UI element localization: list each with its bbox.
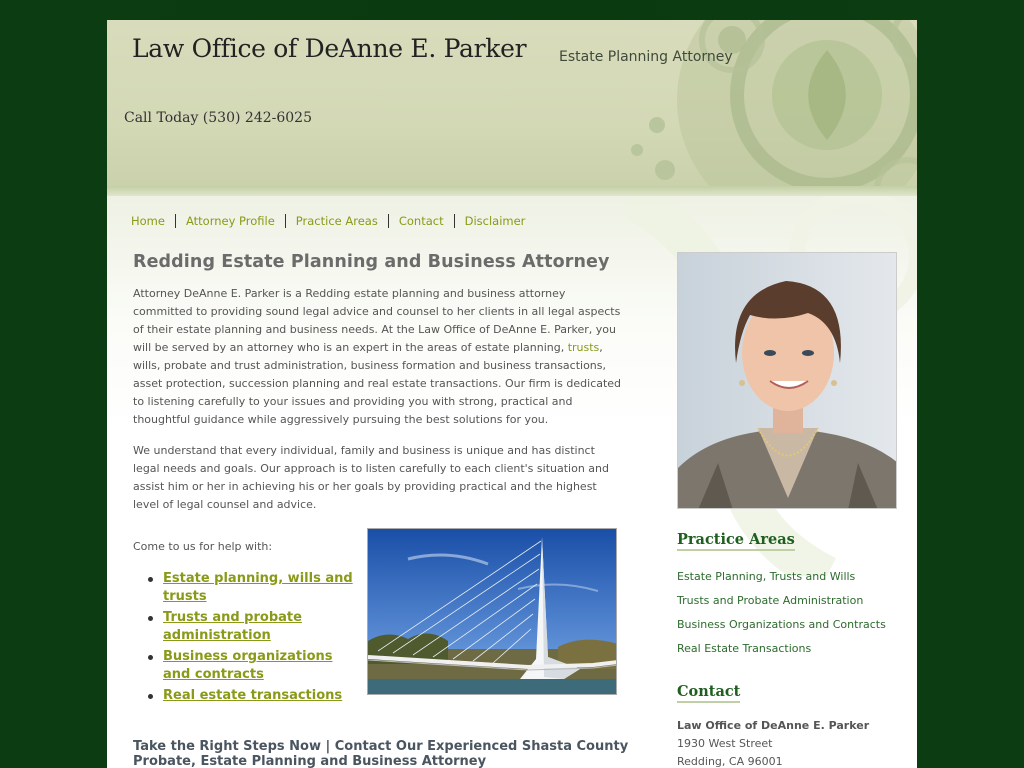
help-section (133, 536, 623, 722)
intro-text-a: Attorney DeAnne E. Parker is a Redding estate planning and business attorney committed to providing sound legal advice and counsel to her clients in all legal aspects of their estate planning and business needs. At the Law Office of DeAnne E. Parker, you will be served by an attorney who is an expert in the areas of estate planning, (133, 287, 621, 354)
approach-paragraph: We understand that every individual, family and business is unique and has distinct legal needs and goals. Our approach is to listen carefully to each client's situation and assist him or her in achieving his or her goals by providing practical and the highest level of legal counsel and advice. (133, 444, 609, 511)
list-item (677, 613, 902, 637)
ornament-graphic (577, 20, 917, 196)
help-link-trusts-probate[interactable]: Trusts and probate administration (163, 610, 302, 643)
page-heading: Redding Estate Planning and Business Attorney (133, 252, 610, 272)
contact-firm-name: Law Office of DeAnne E. Parker (677, 719, 870, 732)
sundial-bridge-photo (367, 528, 617, 695)
help-link-business[interactable]: Business organizations and contracts (163, 649, 333, 682)
nav-attorney-profile[interactable]: Attorney Profile (175, 214, 285, 228)
main-nav (125, 214, 535, 228)
list-item (145, 687, 355, 705)
sidebar (677, 252, 902, 768)
attorney-portrait (677, 252, 897, 509)
practice-link-estate-planning[interactable]: Estate Planning, Trusts and Wills (677, 570, 856, 583)
list-item (145, 609, 355, 645)
help-link-real-estate[interactable]: Real estate transactions (163, 688, 343, 703)
contact-heading: Contact (677, 683, 740, 703)
nav-practice-areas[interactable]: Practice Areas (285, 214, 388, 228)
practice-areas-list (677, 565, 902, 661)
contact-subheading: Take the Right Steps Now | Contact Our Experienced Shasta County Probate, Estate Planning and Business Attorney (133, 739, 629, 768)
main-content (133, 252, 623, 722)
contact-city: Redding, CA 96001 (677, 755, 783, 768)
practice-link-real-estate[interactable]: Real Estate Transactions (677, 642, 812, 655)
nav-home[interactable]: Home (131, 214, 165, 228)
practice-link-trusts-probate[interactable]: Trusts and Probate Administration (677, 594, 864, 607)
list-item (145, 570, 355, 606)
nav-contact[interactable]: Contact (388, 214, 454, 228)
intro-paragraph (133, 285, 623, 429)
site-title[interactable]: Law Office of DeAnne E. Parker (132, 34, 527, 63)
help-intro: Come to us for help with: (133, 540, 273, 553)
help-list (145, 570, 355, 708)
site-tagline: Estate Planning Attorney (559, 49, 733, 65)
site-header (107, 20, 917, 196)
list-item (677, 637, 902, 661)
contact-street: 1930 West Street (677, 737, 773, 750)
phone-number: Call Today (530) 242-6025 (124, 110, 312, 126)
trusts-link[interactable]: trusts (567, 341, 600, 354)
list-item (145, 648, 355, 684)
intro-text-b: , wills, probate and trust administration, business formation and business transactions, asset protection, succession planning and real estate transactions. Our firm is dedicated to listening carefully to your issues and providing you with strong, practical and thoughtful guidance while aggressively pursuing the best solutions for you. (133, 341, 622, 426)
practice-areas-heading: Practice Areas (677, 531, 795, 551)
header-band (107, 186, 917, 196)
help-link-estate-planning[interactable]: Estate planning, wills and trusts (163, 571, 353, 604)
practice-link-business[interactable]: Business Organizations and Contracts (677, 618, 886, 631)
nav-disclaimer[interactable]: Disclaimer (454, 214, 536, 228)
list-item (677, 565, 902, 589)
list-item (677, 589, 902, 613)
